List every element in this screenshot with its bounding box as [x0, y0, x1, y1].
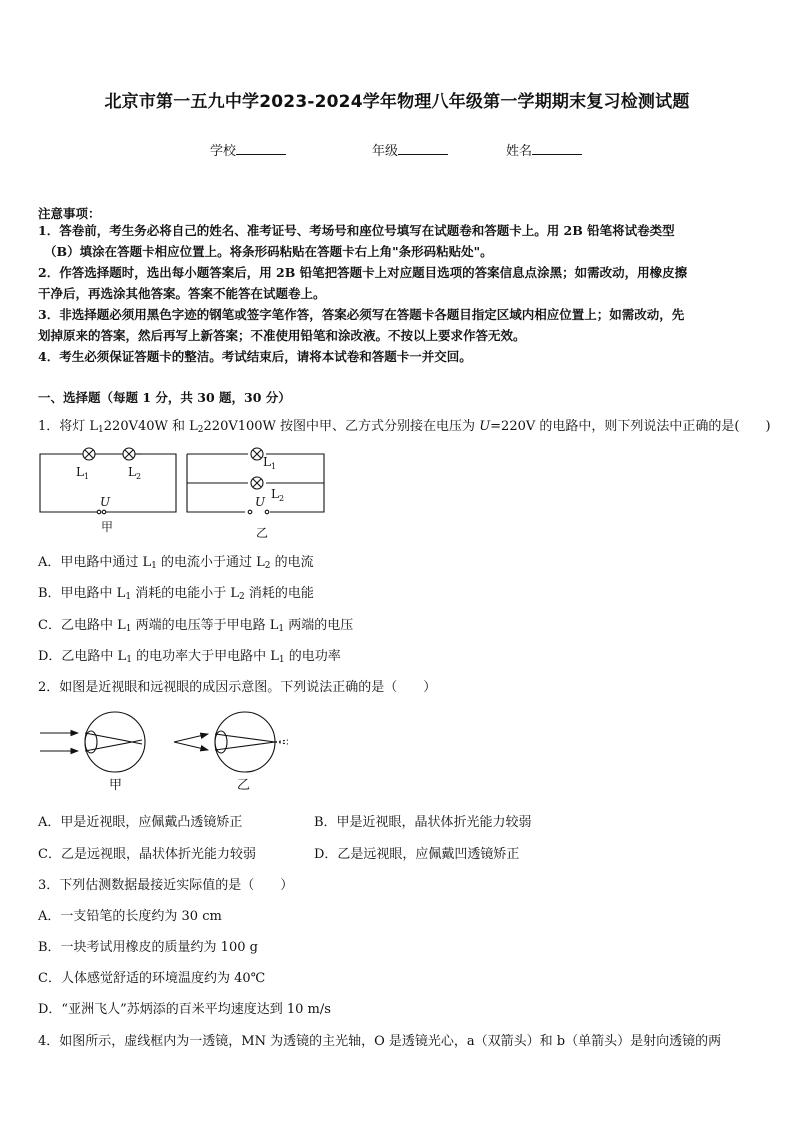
label-l2: $L_2$ [271, 487, 285, 503]
question-2-stem: 2．如图是近视眼和远视眼的成因示意图。下列说法正确的是（ ） [38, 680, 437, 695]
page-title: 北京市第一五九中学2023-2024学年物理八年级第一学期期末复习检测试题 [104, 92, 690, 112]
name-label: 姓名 [506, 144, 533, 159]
grade-blank[interactable] [398, 142, 448, 155]
name-blank[interactable] [532, 142, 582, 155]
option-a[interactable]: A．甲电路中通过 $L_1$ 的电流小于通过 $L_2$ 的电流 [38, 555, 314, 571]
school-blank[interactable] [236, 142, 286, 155]
grade-field[interactable] [372, 140, 448, 159]
label-jia: 甲 [109, 778, 123, 793]
option-d[interactable]: D．乙是远视眼，应佩戴凹透镜矫正 [314, 847, 520, 862]
notice-line: 干净后，再选涂其他答案。答案不能答在试题卷上。 [38, 286, 326, 301]
school-label: 学校 [210, 144, 237, 159]
option-d[interactable]: D．乙电路中 $L_1$ 的电功率大于甲电路中 $L_1$ 的电功率 [38, 649, 341, 665]
option-b[interactable]: B．甲是近视眼，晶状体折光能力较弱 [314, 815, 532, 830]
notice-line: 划掉原来的答案，然后再写上新答案；不准使用铅笔和涂改液。不按以上要求作答无效。 [38, 328, 526, 343]
question-3-stem: 3．下列估测数据最接近实际值的是（ ） [38, 878, 294, 893]
option-c[interactable]: C．乙电路中 $L_1$ 两端的电压等于甲电路 $L_1$ 两端的电压 [38, 618, 354, 634]
notice-line: （B）填涂在答题卡相应位置上。将条形码粘贴在答题卡右上角"条形码粘贴处"。 [44, 244, 493, 259]
option-b[interactable]: B．一块考试用橡皮的质量约为 100 g [38, 940, 258, 955]
label-l2: $L_2$ [128, 465, 142, 481]
circuit-figure [38, 440, 338, 542]
section-heading: 一、选择题（每题 1 分，共 30 题，30 分） [38, 390, 291, 405]
label-jia: 甲 [101, 520, 114, 534]
question-1-stem: 1．将灯 $L_1220V40W$ 和 $L_2220V100W$ 按图中甲、乙方式分别接在电压为 U=220V 的电路中，则下列说法中正确的是( ) [38, 419, 771, 435]
label-yi: 乙 [256, 526, 269, 540]
option-c[interactable]: C．乙是远视眼，晶状体折光能力较弱 [38, 847, 256, 862]
notice-title: 注意事项： [38, 206, 101, 221]
notice-line: 3．非选择题必须用黑色字迹的钢笔或签字笔作答，答案必须写在答题卡各题目指定区域内相应位置上；如需改动，先 [38, 307, 685, 322]
option-a[interactable]: A．一支铅笔的长度约为 30 cm [38, 909, 222, 924]
label-u: U [255, 495, 266, 509]
question-4-stem: 4．如图所示，虚线框内为一透镜，MN 为透镜的主光轴，O 是透镜光心，a（双箭头）和 b（单箭头）是射向透镜的两 [38, 1034, 722, 1049]
notice-line: 1．答卷前，考生务必将自己的姓名、准考证号、考场号和座位号填写在试题卷和答题卡上。用 2B 铅笔将试卷类型 [38, 223, 675, 238]
notice-line: 2．作答选择题时，选出每小题答案后，用 2B 铅笔把答题卡上对应题目选项的答案信息点涂黑；如需改动，用橡皮擦 [38, 265, 688, 280]
label-l1: $L_1$ [76, 465, 90, 481]
label-yi: 乙 [237, 778, 251, 793]
eye-icon [85, 712, 145, 772]
eye-figure [38, 705, 298, 795]
school-field[interactable] [210, 140, 286, 159]
label-l1: $L_1$ [263, 455, 277, 471]
eye-icon [215, 712, 275, 772]
notice-line: 4．考生必须保证答题卡的整洁。考试结束后，请将本试卷和答题卡一并交回。 [38, 349, 472, 364]
option-c[interactable]: C．人体感觉舒适的环境温度约为 40℃ [38, 971, 266, 986]
label-u: U [100, 495, 111, 509]
grade-label: 年级 [372, 144, 399, 159]
option-d[interactable]: D．“亚洲飞人”苏炳添的百米平均速度达到 10 m/s [38, 1002, 331, 1017]
option-a[interactable]: A．甲是近视眼，应佩戴凸透镜矫正 [38, 815, 243, 830]
option-b[interactable]: B．甲电路中 $L_1$ 消耗的电能小于 $L_2$ 消耗的电能 [38, 586, 314, 602]
name-field[interactable] [506, 140, 582, 159]
